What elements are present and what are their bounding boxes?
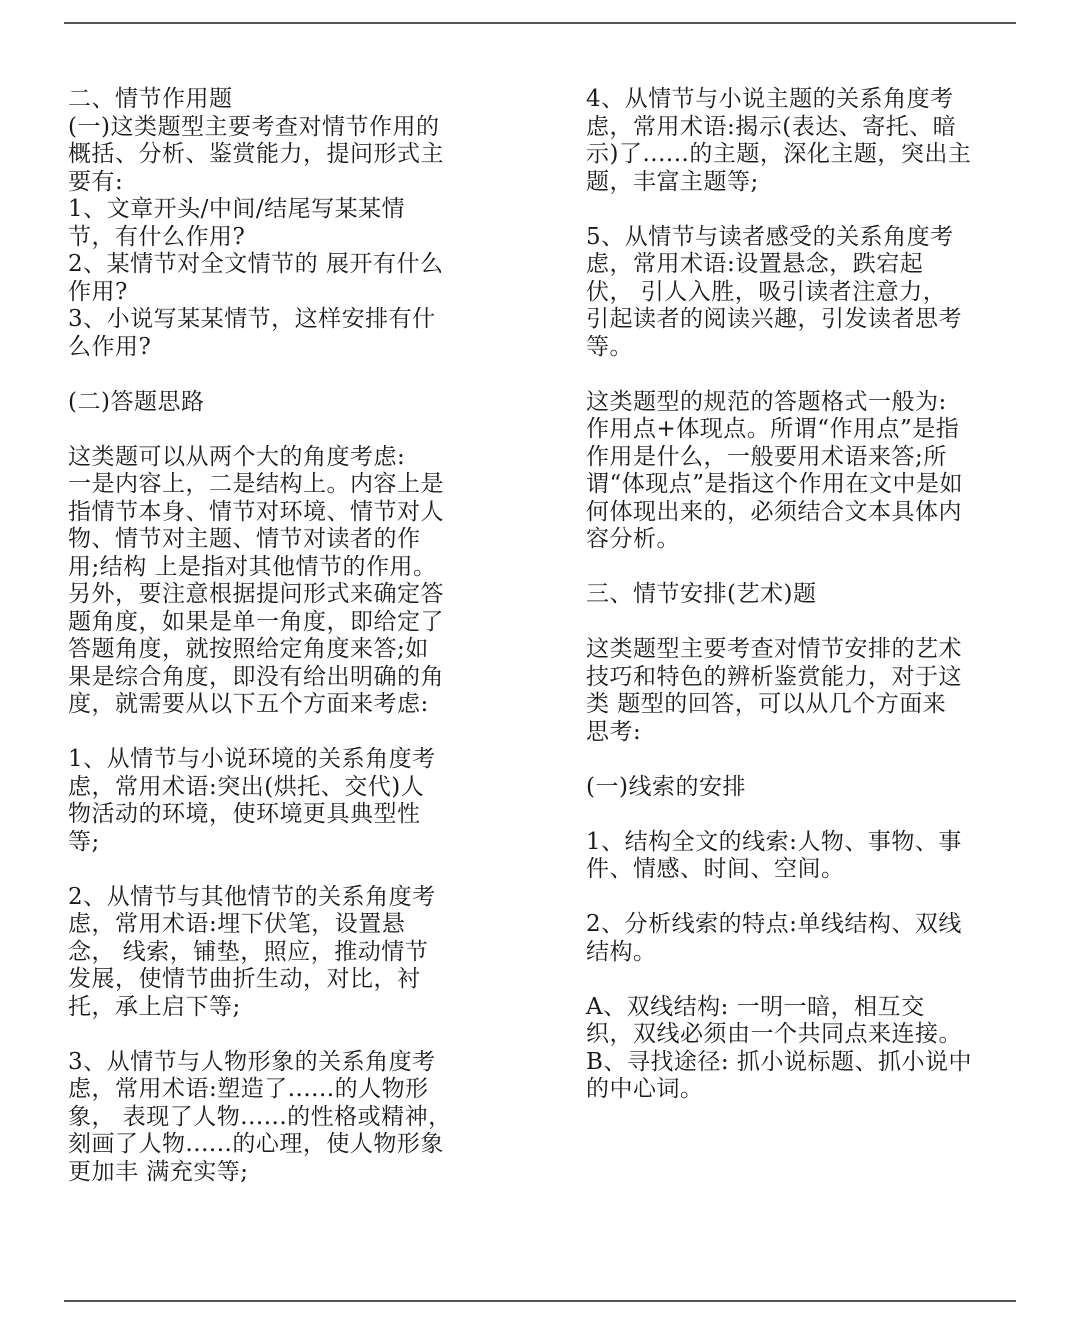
right-column bbox=[586, 86, 1032, 1104]
approach-paragraph: 这类题可以从两个大的角度考虑: 一是内容上，二是结构上。内容上是 指情节本身、情节对环境、情节对人 物、情节对主题、情节对读者的作 用;结构 上是指对其他情节的作用。 另外，要注意根据提问形式来确定答 题角度，如果是单一角度，即给定了 答题角度，就按照给定角度来答;如 果是综合角度，即没有给出明确的角 度，就需要从以下五个方面来考虑: bbox=[68, 443, 444, 717]
angle-4-paragraph: 4、从情节与小说主题的关系角度考 虑，常用术语:揭示(表达、寄托、暗 示)了......的主题，深化主题，突出主 题，丰富主题等; bbox=[586, 86, 972, 195]
clue-1-paragraph: 1、结构全文的线索:人物、事物、事 件、情感、时间、空间。 bbox=[586, 828, 962, 882]
section2-title: 二、情节作用题 bbox=[68, 86, 233, 112]
clue-b-paragraph: B、寻找途径: 抓小说标题、抓小说中 的中心词。 bbox=[586, 1048, 972, 1102]
section3-title: 三、情节安排(艺术)题 bbox=[586, 581, 817, 607]
section3-sub1-heading: (一)线索的安排 bbox=[586, 773, 746, 800]
angle-1-paragraph: 1、从情节与小说环境的关系角度考 虑，常用术语:突出(烘托、交代)人 物活动的环境，使环境更具典型性 等; bbox=[68, 746, 436, 855]
section2-sub1-paragraph: (一)这类题型主要考查对情节作用的 概括、分析、鉴赏能力，提问形式主 要有: bbox=[68, 113, 444, 195]
clue-2-paragraph: 2、分析线索的特点:单线结构、双线 结构。 bbox=[586, 911, 962, 965]
question-1: 1、文章开头/中间/结尾写某某情 节，有什么作用? bbox=[68, 196, 406, 250]
angle-5-paragraph: 5、从情节与读者感受的关系角度考 虑，常用术语:设置悬念，跌宕起 伏， 引人入胜，吸引读者注意力， 引起读者的阅读兴趣，引发读者思考 等。 bbox=[586, 223, 962, 360]
left-column bbox=[68, 86, 518, 1186]
section3-intro-paragraph: 这类题型主要考查对情节安排的艺术 技巧和特色的辨析鉴赏能力，对于这 类 题型的回答，可以从几个方面来 思考: bbox=[586, 636, 962, 745]
section2-sub2-heading: (二)答题思路 bbox=[68, 388, 205, 415]
answer-format-paragraph: 这类题型的规范的答题格式一般为: 作用点+体现点。所谓“作用点”是指 作用是什么，一般要用术语来答;所 谓“体现点”是指这个作用在文中是如 何体现出来的，必须结合文本具体内 容分析。 bbox=[586, 388, 964, 552]
question-2: 2、某情节对全文情节的 展开有什么 作用? bbox=[68, 251, 444, 305]
clue-a-paragraph: A、双线结构: 一明一暗，相互交 织，双线必须由一个共同点来连接。 bbox=[586, 993, 962, 1047]
angle-3-paragraph: 3、从情节与人物形象的关系角度考 虑，常用术语:塑造了......的人物形 象， 表现了人物......的性格或精神， 刻画了人物......的心理，使人物形象 更加丰 满充实等; bbox=[68, 1048, 452, 1185]
bottom-rule bbox=[64, 1300, 1016, 1302]
top-rule bbox=[64, 22, 1016, 24]
angle-2-paragraph: 2、从情节与其他情节的关系角度考 虑，常用术语:埋下伏笔，设置悬 念， 线索，铺垫，照应，推动情节 发展，使情节曲折生动，对比，衬 托，承上启下等; bbox=[68, 883, 436, 1020]
question-3: 3、小说写某某情节，这样安排有什 么作用? bbox=[68, 306, 436, 360]
